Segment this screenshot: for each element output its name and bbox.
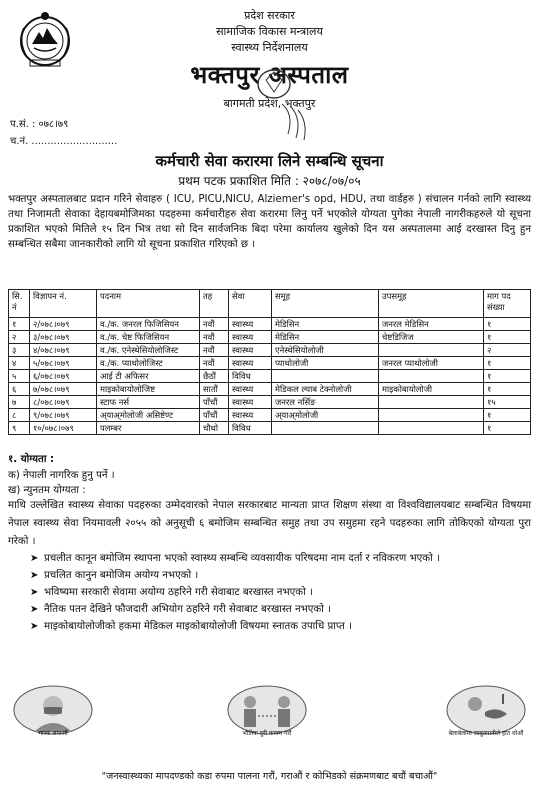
list-item [30, 568, 530, 583]
cell-sn: ३ [9, 344, 30, 357]
cell-post: माइकोबायोलोजिष्ट [97, 383, 200, 396]
cell-level: चौथो [200, 422, 229, 435]
col-header-level: तह [200, 290, 229, 318]
cell-count: १ [484, 422, 531, 435]
cell-subgroup [379, 344, 484, 357]
cell-count: १ [484, 331, 531, 344]
cell-group: प्याथोलोजी [272, 357, 379, 370]
arrow-bullet-icon: ➤ [30, 621, 39, 632]
cell-group: एनेस्थेसियोलोजी [272, 344, 379, 357]
handwash-caption: बेलाबेलामा साबुनपानीले हात धोऔं [448, 730, 524, 737]
cell-level: नवौं [200, 318, 229, 331]
cell-post: अ्याअ्मोलोजी असिष्टेण्ट [97, 409, 200, 422]
dispatch-number: च.नं. ........................... [10, 136, 118, 147]
cell-adv-no: ४/०७८।०७९ [30, 344, 97, 357]
notice-intro: भक्तपुर अस्पतालबाट प्रदान गरिने सेवाहरु ( ICU, PICU,NICU, Alziemer's opd, HDU, तथा वार्डहरु ) संचालन गर्नको लागि स्वास्थ्य तथा निजामती सेवाका देहायबमोजिमका पदहरुमा कर्मचारीहरु सेवा करारमा लिनु पर्ने भएकोले योग्यता पुगेका नेपाली नागरीकहरुले यो सूचना प्रकाशित भएको मितिले १५ दिन भित्र तथा सो दिन सार्वजनिक बिदा परेमा कार्यालय खुलेको दिन यस अस्पतालमा आई दरखास्त दिनु हुन सम्बन्धित सबैमा जानकारीको लागि यो सूचना प्रकाशित गरिएको छ । [8, 194, 531, 250]
col-header-group: समूह [272, 290, 379, 318]
cell-subgroup: जनरल मेडिसिन [379, 318, 484, 331]
table-row [9, 344, 531, 357]
cell-group: जनरल नर्सिङ [272, 396, 379, 409]
cell-adv-no: ९/०७८।०७९ [30, 409, 97, 422]
cell-adv-no: ८/०७८।०७९ [30, 396, 97, 409]
arrow-bullet-icon: ➤ [30, 604, 39, 615]
cell-service: विविध [229, 422, 272, 435]
cell-service: स्वास्थ्य [229, 383, 272, 396]
list-item [30, 619, 530, 634]
cell-group: अ्याअ्मोलोजी [272, 409, 379, 422]
cell-count: १ [484, 357, 531, 370]
qualifications-heading: १. योग्यता : [8, 454, 55, 465]
col-header-count: माग पद संख्या [484, 290, 531, 318]
list-item-text: प्रचलीत कानून बमोजिम स्थापना भएको स्वास्थ्य सम्बन्धि व्यवसायीक परिषदमा नाम दर्ता र नविकरण भएको । [44, 553, 440, 564]
cell-post: व./क. जनरल फिजिसियन [97, 318, 200, 331]
cell-post: पलम्बर [97, 422, 200, 435]
qualification-paragraph: माथि उल्लेखित स्वास्थ्य सेवाका पदहरुका उम्मेदवारको नेपाल सरकारबाट मान्यता प्राप्त शिक्षण संस्था वा विश्वविद्यालयबाट सम्बन्धित विषयमा नेपाल स्वास्थ्य सेवा नियमावली २०५५ को अनुसूची ६ बमोजिम सम्बन्धित समुह तथा उप समुहमा रहने पदहरुका लागि तोकिएको योग्यता पुरा गरेको । [8, 500, 531, 547]
cell-service: विविध [229, 370, 272, 383]
cell-adv-no: ७/०७८।०७९ [30, 383, 97, 396]
cell-subgroup: जनरल प्याथोलोजी [379, 357, 484, 370]
cell-post: आई टी अफिसर [97, 370, 200, 383]
notice-title: कर्मचारी सेवा करारमा लिने सम्बन्धि सूचना [155, 152, 384, 170]
cell-subgroup [379, 422, 484, 435]
cell-level: पाँचौं [200, 409, 229, 422]
cell-subgroup: चेष्टडिजिज [379, 331, 484, 344]
cell-level: नवौं [200, 331, 229, 344]
reference-number: प.सं. : ०७८।७९ [10, 119, 69, 130]
cell-group: मेडिसिन [272, 318, 379, 331]
col-header-adv-no: विज्ञापन नं. [30, 290, 97, 318]
cell-post: व./क. एनेस्थेसियोलोजिस्ट [97, 344, 200, 357]
qualification-b: ख) न्युनतम योग्यता : [8, 485, 86, 496]
cell-service: स्वास्थ्य [229, 318, 272, 331]
table-row [9, 331, 531, 344]
table-row [9, 357, 531, 370]
list-item-text: नैतिक पतन देखिने फौजदारी अभियोग ठहरिने गरी सेवाबाट बरखास्त नभएको । [44, 604, 331, 615]
mask-caption: मास्क लगाऔं [38, 730, 68, 737]
cell-count: १ [484, 318, 531, 331]
cell-count: १ [484, 383, 531, 396]
cell-subgroup: माइकोबायोलोजी [379, 383, 484, 396]
distance-caption: भौतिक दुरी कायम गरौं [242, 730, 292, 737]
footer-slogan: "जनस्वास्थ्यका मापदण्डको कडा रुपमा पालना गरौं, गराऔं र कोभिडको संक्रमणबाट बचौं बचाऔं" [101, 771, 438, 782]
arrow-bullet-icon: ➤ [30, 553, 39, 564]
cell-post: व./क. प्याथोलोजिस्ट [97, 357, 200, 370]
office-stamp-icon [244, 64, 314, 144]
cell-service: स्वास्थ्य [229, 344, 272, 357]
arrow-bullet-icon: ➤ [30, 587, 39, 598]
cell-service: स्वास्थ्य [229, 331, 272, 344]
cell-level: नवौं [200, 357, 229, 370]
cell-adv-no: २/०७८।०७९ [30, 318, 97, 331]
cell-sn: ४ [9, 357, 30, 370]
cell-adv-no: ५/०७८।०७९ [30, 357, 97, 370]
cell-level: पाँचौं [200, 396, 229, 409]
cell-adv-no: १०/०७८।०७९ [30, 422, 97, 435]
list-item-text: प्रचलित कानुन बमोजिम अयोग्य नभएको । [44, 570, 199, 581]
col-header-subgroup: उपसमूह [379, 290, 484, 318]
cell-count: १५ [484, 396, 531, 409]
cell-level: छैठौं [200, 370, 229, 383]
list-item [30, 551, 530, 566]
qualification-a: क) नेपाली नागरिक हुनु पर्ने । [8, 470, 115, 481]
cell-sn: ६ [9, 383, 30, 396]
cell-level: नवौं [200, 344, 229, 357]
cell-adv-no: ६/०७८।०७९ [30, 370, 97, 383]
cell-level: सातौं [200, 383, 229, 396]
cell-sn: ७ [9, 396, 30, 409]
table-row [9, 383, 531, 396]
header-province: प्रदेश सरकार [244, 9, 295, 22]
header-directorate: स्वास्थ्य निर्देशनालय [231, 41, 308, 54]
list-item [30, 602, 530, 617]
cell-count: १ [484, 370, 531, 383]
vacancy-table [8, 289, 531, 435]
col-header-sn: सि. नं [9, 290, 30, 318]
col-header-service: सेवा [229, 290, 272, 318]
table-row [9, 422, 531, 435]
table-row [9, 318, 531, 331]
cell-subgroup [379, 409, 484, 422]
publication-date: प्रथम पटक प्रकाशित मिति : २०७८/०७/०५ [178, 174, 361, 188]
arrow-bullet-icon: ➤ [30, 570, 39, 581]
table-row [9, 409, 531, 422]
list-item-text: भविष्यमा सरकारी सेवामा अयोग्य ठहरिने गरी सेवाबाट बरखास्त नभएको । [44, 587, 313, 598]
cell-count: २ [484, 344, 531, 357]
cell-subgroup [379, 370, 484, 383]
cell-post: स्टाफ नर्स [97, 396, 200, 409]
cell-post: व./क. चेष्ट फिजिसियन [97, 331, 200, 344]
cell-count: १ [484, 409, 531, 422]
list-item-text: माइकोबायोलोजीको हकमा मेडिकल माइकोबायोलोजी विषयमा स्नातक उपाधि प्राप्त । [44, 621, 352, 632]
cell-sn: २ [9, 331, 30, 344]
cell-group [272, 422, 379, 435]
col-header-post: पदनाम [97, 290, 200, 318]
hospital-address: बागमती प्रदेश, भक्तपुर [223, 97, 316, 110]
cell-group: मेडिकल ल्याब टेक्नोलोजी [272, 383, 379, 396]
table-header-row [9, 290, 531, 318]
cell-service: स्वास्थ्य [229, 396, 272, 409]
cell-adv-no: ३/०७८।०७९ [30, 331, 97, 344]
cell-sn: ९ [9, 422, 30, 435]
cell-sn: ५ [9, 370, 30, 383]
cell-service: स्वास्थ्य [229, 409, 272, 422]
list-item [30, 585, 530, 600]
cell-group: मेडिसिन [272, 331, 379, 344]
table-row [9, 370, 531, 383]
cell-sn: ८ [9, 409, 30, 422]
table-row [9, 396, 531, 409]
header-ministry: सामाजिक विकास मन्त्रालय [216, 25, 323, 38]
cell-subgroup [379, 396, 484, 409]
cell-service: स्वास्थ्य [229, 357, 272, 370]
cell-sn: १ [9, 318, 30, 331]
requirement-list [30, 551, 530, 636]
cell-group [272, 370, 379, 383]
hospital-title: भक्तपुर अस्पताल [190, 61, 349, 89]
